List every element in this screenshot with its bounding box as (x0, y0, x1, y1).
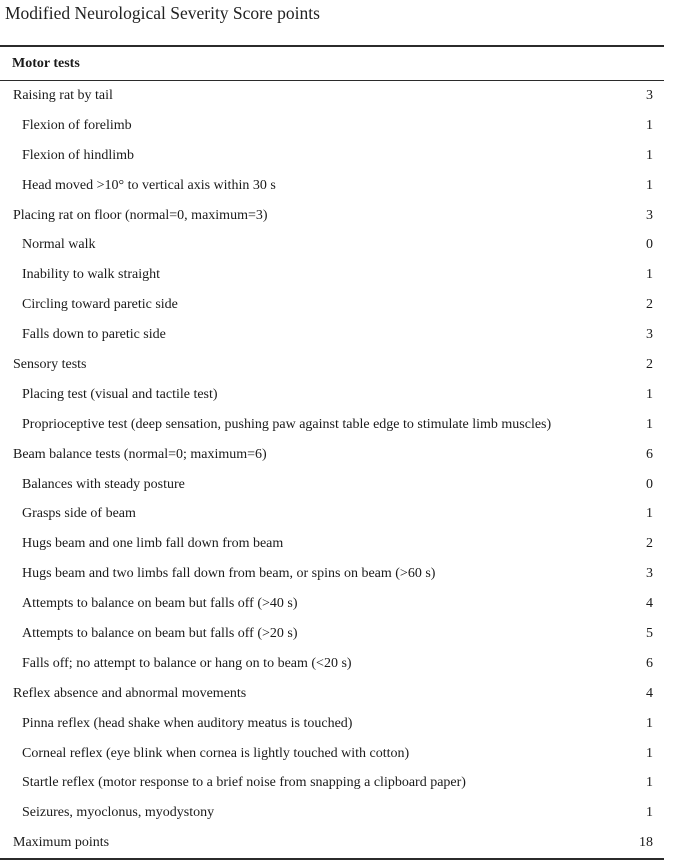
row-score: 3 (646, 207, 653, 223)
table-row (0, 350, 664, 380)
row-label: Placing test (visual and tactile test) (22, 386, 218, 402)
row-label: Corneal reflex (eye blink when cornea is lightly touched with cotton) (22, 745, 410, 761)
row-label: Hugs beam and two limbs fall down from beam, or spins on beam (>60 s) (22, 566, 436, 582)
table-row (0, 619, 664, 649)
row-score: 1 (646, 416, 653, 432)
row-score: 5 (646, 625, 653, 641)
row-score: 1 (646, 506, 653, 522)
row-label: Startle reflex (motor response to a brief noise from snapping a clipboard paper) (22, 775, 466, 791)
row-score: 0 (646, 476, 653, 492)
table-row (0, 828, 664, 858)
table-row (0, 440, 664, 470)
row-score: 4 (646, 596, 653, 612)
row-label: Normal walk (22, 237, 96, 253)
table-title: Modified Neurological Severity Score points (5, 3, 320, 23)
table-row (0, 230, 664, 260)
row-score: 1 (646, 715, 653, 731)
table-row (0, 81, 664, 111)
row-score: 1 (646, 147, 653, 163)
row-score: 1 (646, 805, 653, 821)
table-row (0, 290, 664, 320)
table-row (0, 260, 664, 290)
row-label: Attempts to balance on beam but falls off (>40 s) (22, 596, 298, 612)
row-score: 6 (646, 655, 653, 671)
row-score: 3 (646, 327, 653, 343)
row-label: Falls off; no attempt to balance or hang on to beam (<20 s) (22, 655, 352, 671)
row-label: Seizures, myoclonus, myodystony (22, 805, 215, 821)
table-row (0, 380, 664, 410)
row-score: 2 (646, 536, 653, 552)
row-label: Maximum points (13, 835, 110, 851)
row-score: 1 (646, 177, 653, 193)
row-label: Sensory tests (13, 356, 87, 372)
table-row (0, 739, 664, 769)
table-row (0, 141, 664, 171)
row-label: Hugs beam and one limb fall down from beam (22, 536, 284, 552)
row-score: 1 (646, 117, 653, 133)
row-score: 18 (639, 835, 653, 851)
row-label: Falls down to paretic side (22, 327, 166, 343)
table-row (0, 529, 664, 559)
row-score: 1 (646, 386, 653, 402)
table-row (0, 589, 664, 619)
table-row (0, 499, 664, 529)
table-row (0, 201, 664, 231)
row-label: Reflex absence and abnormal movements (13, 685, 247, 701)
row-label: Raising rat by tail (13, 87, 113, 103)
row-label: Beam balance tests (normal=0; maximum=6) (13, 446, 267, 462)
row-score: 2 (646, 297, 653, 313)
row-label: Flexion of hindlimb (22, 147, 134, 163)
row-score: 3 (646, 87, 653, 103)
row-score: 4 (646, 685, 653, 701)
score-table (0, 45, 664, 860)
row-label: Flexion of forelimb (22, 117, 132, 133)
table-row (0, 709, 664, 739)
table-row (0, 410, 664, 440)
table-row (0, 768, 664, 798)
row-score: 1 (646, 267, 653, 283)
table-row (0, 798, 664, 828)
row-label: Placing rat on floor (normal=0, maximum=3) (13, 207, 268, 223)
table-row (0, 111, 664, 141)
row-score: 3 (646, 566, 653, 582)
row-score: 1 (646, 775, 653, 791)
table-row (0, 171, 664, 201)
row-score: 0 (646, 237, 653, 253)
row-score: 1 (646, 745, 653, 761)
row-score: 6 (646, 446, 653, 462)
table-row (0, 320, 664, 350)
row-label: Proprioceptive test (deep sensation, pushing paw against table edge to stimulate limb muscles) (22, 416, 552, 432)
row-label: Grasps side of beam (22, 506, 136, 522)
row-label: Circling toward paretic side (22, 297, 178, 313)
row-label: Balances with steady posture (22, 476, 185, 492)
row-label: Pinna reflex (head shake when auditory meatus is touched) (22, 715, 353, 731)
row-label: Head moved >10° to vertical axis within 30 s (22, 177, 276, 193)
row-label: Attempts to balance on beam but falls off (>20 s) (22, 625, 298, 641)
table-row (0, 470, 664, 500)
table-row (0, 559, 664, 589)
table-header: Motor tests (0, 47, 664, 81)
row-label: Inability to walk straight (22, 267, 161, 283)
row-score: 2 (646, 356, 653, 372)
table-row (0, 649, 664, 679)
table-row (0, 679, 664, 709)
table-body (0, 81, 664, 858)
